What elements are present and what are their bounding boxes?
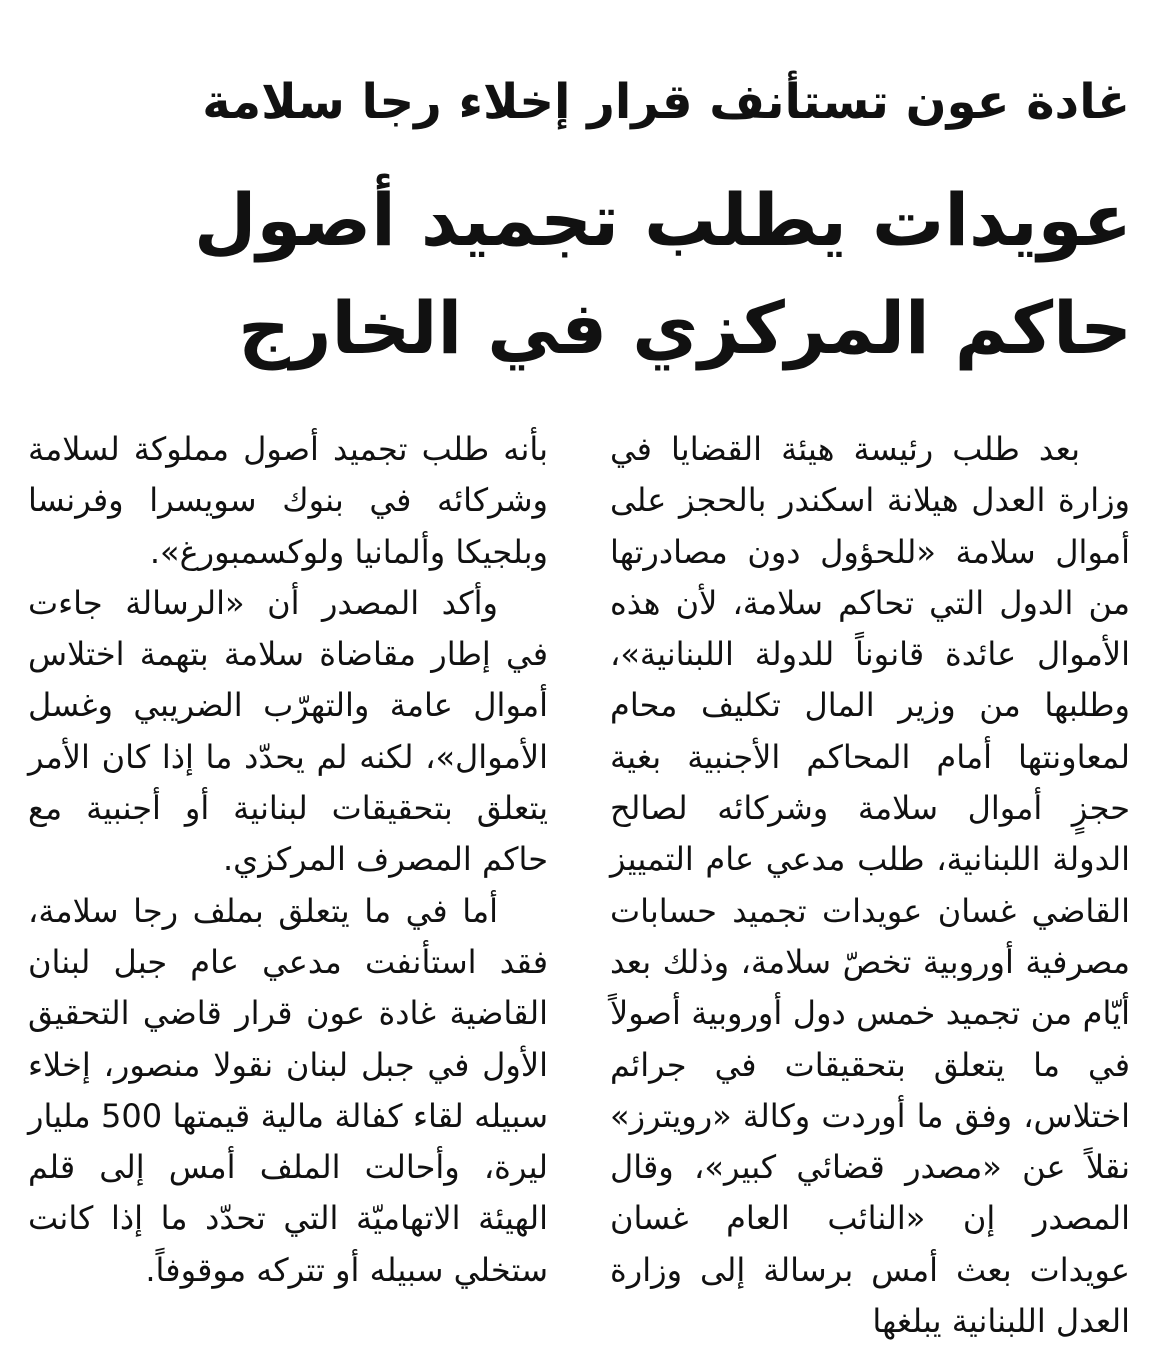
- article-paragraph: بأنه طلب تجميد أصول مملوكة لسلامة وشركائه في بنوك سويسرا وفرنسا وبلجيكا وألمانيا ولوكسمبورغ».: [28, 430, 548, 571]
- article-column-left: [28, 424, 548, 1296]
- article-paragraph: وأكد المصدر أن «الرسالة جاءت في إطار مقاضاة سلامة بتهمة اختلاس أموال عامة والتهرّب الضريبي وغسل الأموال»، لكنه لم يحدّد ما إذا كان الأمر يتعلق بتحقيقات لبنانية أو أجنبية مع حاكم المصرف المركزي.: [28, 583, 548, 879]
- article-kicker: غادة عون تستأنف قرار إخلاء رجا سلامة: [202, 74, 1130, 130]
- article-paragraph: بعد طلب رئيسة هيئة القضايا في وزارة العدل هيلانة اسكندر بالحجز على أموال سلامة «للحؤول دون مصادرتها من الدول التي تحاكم سلامة، لأن هذه الأموال عائدة قانوناً للدولة اللبنانية»، وطلبها من وزير المال تكليف محام لمعاونتها أمام المحاكم الأجنبية بغية حجزٍ أموال سلامة وشركائه لصالح الدولة اللبنانية، طلب مدعي عام التمييز القاضي غسان عويدات تجميد حسابات مصرفية أوروبية تخصّ سلامة، وذلك بعد أيّام من تجميد خمس دول أوروبية أصولاً في ما يتعلق بتحقيقات في جرائم اختلاس، وفق ما أوردت وكالة «رويترز» نقلاً عن «مصدر قضائي كبير»، وقال المصدر إن «النائب العام غسان عويدات بعث أمس برسالة إلى وزارة العدل اللبنانية يبلغها: [610, 430, 1130, 1341]
- article-headline: عويدات يطلب تجميد أصول حاكم المركزي في الخارج: [193, 178, 1132, 370]
- article-column-right: [610, 424, 1130, 1347]
- article-paragraph: أما في ما يتعلق بملف رجا سلامة، فقد استأنفت مدعي عام جبل لبنان القاضية غادة عون قرار قاضي التحقيق الأول في جبل لبنان نقولا منصور، إخلاء سبيله لقاء كفالة مالية قيمتها 500 مليار ليرة، وأحالت الملف أمس إلى قلم الهيئة الاتهاميّة التي تحدّد ما إذا كانت ستخلي سبيله أو تتركه موقوفاً.: [28, 891, 549, 1289]
